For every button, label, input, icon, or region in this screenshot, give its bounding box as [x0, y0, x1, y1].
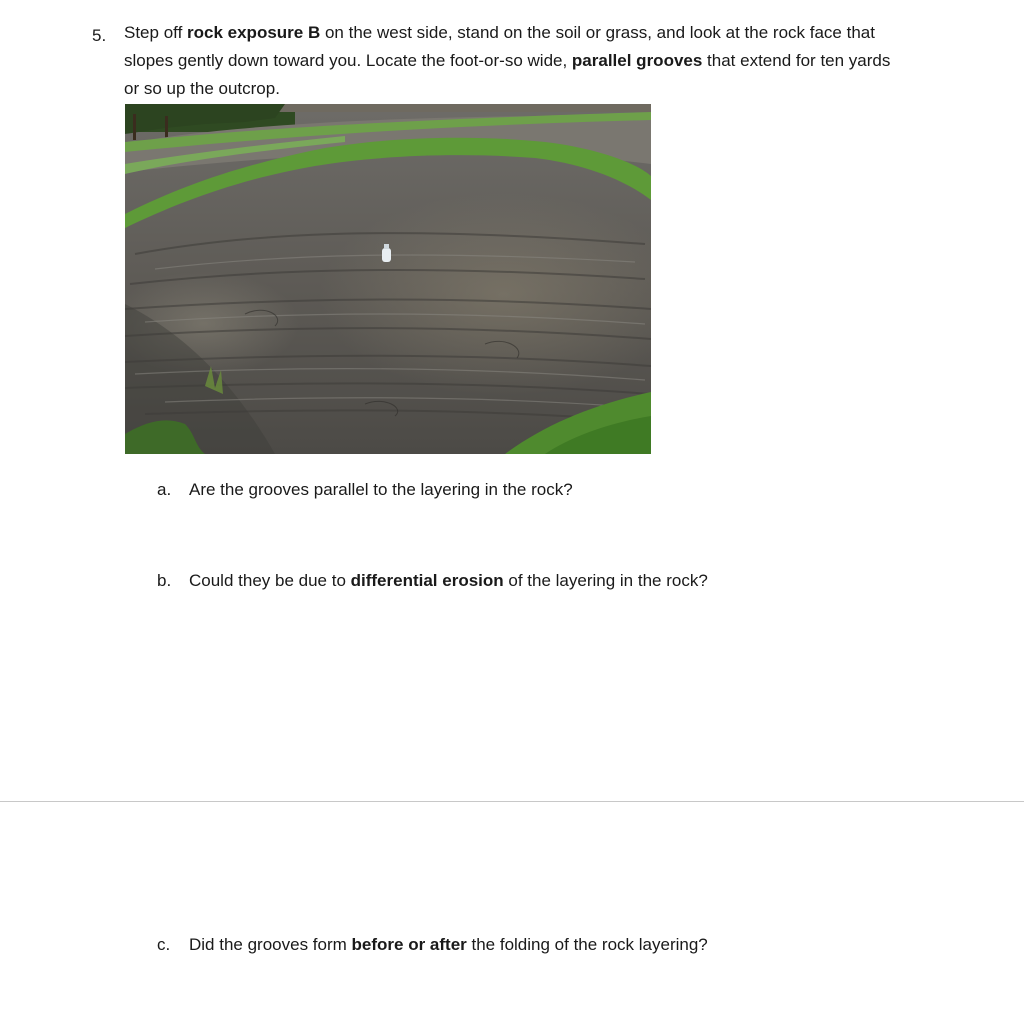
bold-before-or-after: before or after	[351, 935, 467, 954]
subquestion-letter: c.	[157, 935, 171, 954]
rock-outcrop-photo	[125, 104, 651, 454]
subquestion-b	[157, 569, 857, 593]
subquestion-c	[157, 933, 857, 957]
subquestion-text: Did the grooves form before or after the folding of the rock layering?	[189, 935, 708, 954]
bold-differential-erosion: differential erosion	[350, 571, 504, 590]
subquestion-text: Are the grooves parallel to the layering in the rock?	[189, 480, 573, 499]
question-number: 5.	[92, 26, 107, 45]
bold-parallel-grooves: parallel grooves	[571, 51, 703, 70]
subquestion-letter: b.	[157, 571, 172, 590]
subquestion-letter: a.	[157, 480, 172, 499]
subquestion-a	[157, 478, 857, 502]
question-text: Step off rock exposure B on the west side, stand on the soil or grass, and look at the rock face that slopes gently down toward you. Locate the foot-or-so wide, parallel grooves that extend for ten yards or so up the outcrop.	[124, 23, 891, 98]
bold-rock-exposure: rock exposure B	[187, 23, 321, 42]
page-divider	[0, 801, 1024, 802]
subquestion-text: Could they be due to differential erosion of the layering in the rock?	[189, 571, 708, 590]
